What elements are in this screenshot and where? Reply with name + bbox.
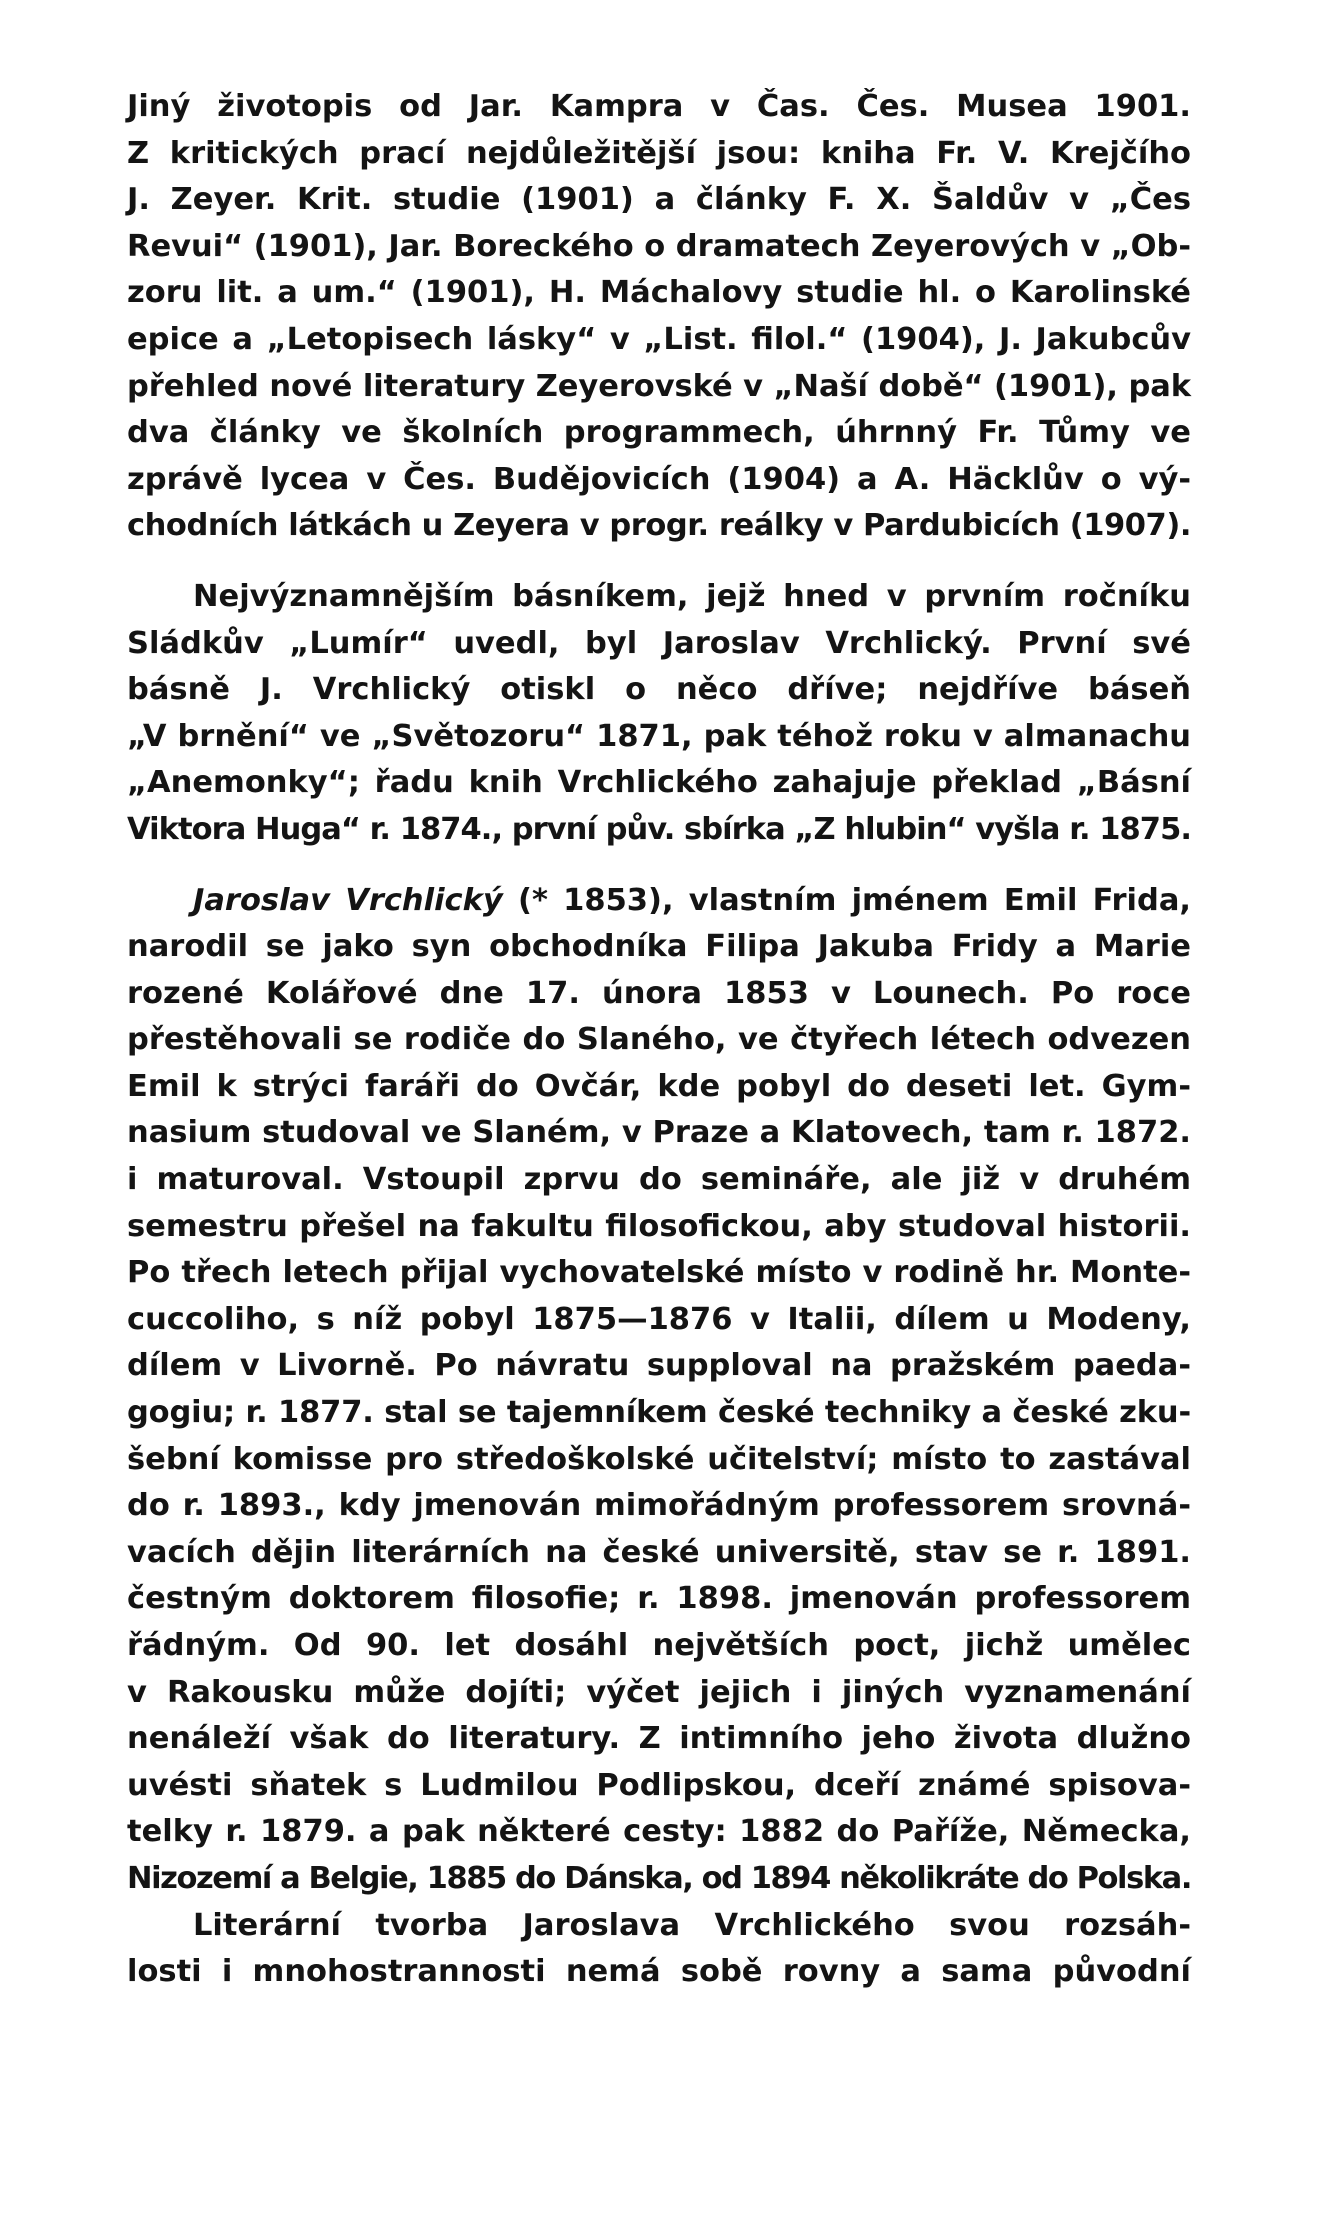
text-line: do r. 1893., kdy jmenován mimořádným professorem srovná- [127, 1488, 1191, 1524]
text-line: semestru přešel na fakultu filosofickou, aby studoval historii. [127, 1208, 1191, 1244]
paragraph-bibliography [127, 84, 1191, 550]
text-line: zprávě lycea v Čes. Budějovicích (1904) a A. Häcklův o vý- [127, 461, 1191, 497]
text-line: Viktora Huga“ r. 1874., první pův. sbírka „Z hlubin“ vyšla r. 1875. [127, 811, 1191, 847]
paragraph-gap [127, 854, 1191, 878]
text-line: epice a „Letopisech lásky“ v „List. filol.“ (1904), J. Jakubcův [127, 321, 1191, 357]
text-line: Literární tvorba Jaroslava Vrchlického svou rozsáh- [193, 1907, 1191, 1943]
paragraph-vrchlicky-biography [127, 878, 1191, 1903]
text-line: gogiu; r. 1877. stal se tajemníkem české techniky a české zku- [127, 1395, 1191, 1431]
text-line: chodních látkách u Zeyera v progr. reálky v Pardubicích (1907). [127, 508, 1191, 544]
text-line: řádným. Od 90. let dosáhl největších poct, jichž umělec [127, 1628, 1191, 1663]
author-name: Jaroslav Vrchlický [193, 882, 503, 918]
text-line: telky r. 1879. a pak některé cesty: 1882 do Paříže, Německa, [127, 1814, 1191, 1850]
text-line: Z kritických prací nejdůležitější jsou: kniha Fr. V. Krejčího [127, 135, 1191, 171]
text-line: J. Zeyer. Krit. studie (1901) a články F. X. Šaldův v „Čes [127, 182, 1191, 218]
text-line: přehled nové literatury Zeyerovské v „Naší době“ (1901), pak [127, 368, 1191, 404]
text-line: přestěhovali se rodiče do Slaného, ve čtyřech létech odvezen [127, 1022, 1191, 1058]
text-line: Nizozemí a Belgie, 1885 do Dánska, od 1894 několikráte do Polska. [127, 1860, 1191, 1896]
text-line: Jiný životopis od Jar. Kampra v Čas. Čes. Musea 1901. [127, 89, 1191, 124]
text-line: Nejvýznamnějším básníkem, jejž hned v prvním ročníku [193, 578, 1191, 614]
text-line: i maturoval. Vstoupil zprvu do semináře, ale již v druhém [127, 1162, 1191, 1198]
text-line: nasium studoval ve Slaném, v Praze a Klatovech, tam r. 1872. [127, 1115, 1191, 1151]
text-line: losti i mnohostrannosti nemá sobě rovny a sama původní [127, 1954, 1191, 1990]
text-line: šební komisse pro středoškolské učitelství; místo to zastával [127, 1441, 1191, 1477]
text-line [127, 878, 1191, 925]
text-line: dva články ve školních programmech, úhrnný Fr. Tůmy ve [127, 415, 1191, 451]
text-line: čestným doktorem filosofie; r. 1898. jmenován professorem [127, 1581, 1191, 1617]
text-line: básně J. Vrchlický otiskl o něco dříve; nejdříve báseň [127, 672, 1191, 708]
paragraph-vrchlicky-intro [127, 574, 1191, 854]
text-line: uvésti sňatek s Ludmilou Podlipskou, dceří známé spisova- [127, 1767, 1191, 1803]
text-line: v Rakousku může dojíti; výčet jejich i jiných vyznamenání [127, 1674, 1191, 1710]
text-line: Sládkův „Lumír“ uvedl, byl Jaroslav Vrchlický. První své [127, 625, 1191, 661]
text-line: vacích dějin literárních na české universitě, stav se r. 1891. [127, 1534, 1191, 1570]
body-text [127, 84, 1191, 1996]
text-line: Emil k strýci faráři do Ovčár, kde pobyl do deseti let. Gym- [127, 1068, 1191, 1104]
text-line: narodil se jako syn obchodníka Filipa Jakuba Fridy a Marie [127, 929, 1191, 965]
text-line: Revui“ (1901), Jar. Boreckého o dramatech Zeyerových v „Ob- [127, 228, 1191, 264]
text-line: „V brnění“ ve „Světozoru“ 1871, pak téhož roku v almanachu [127, 718, 1191, 754]
text-line: „Anemonky“; řadu knih Vrchlického zahajuje překlad „Básní [127, 765, 1191, 801]
text-run: (* 1853), vlastním jménem Emil Frida, [502, 882, 1191, 918]
text-line: Po třech letech přijal vychovatelské místo v rodině hr. Monte- [127, 1255, 1191, 1291]
text-line: nenáleží však do literatury. Z intimního jeho života dlužno [127, 1721, 1191, 1757]
paragraph-gap [127, 550, 1191, 574]
text-line: zoru lit. a um.“ (1901), H. Máchalovy studie hl. o Karolinské [127, 275, 1191, 311]
text-line: dílem v Livorně. Po návratu supploval na pražském paeda- [127, 1348, 1191, 1384]
text-line: rozené Kolářové dne 17. února 1853 v Lounech. Po roce [127, 975, 1191, 1011]
paragraph-literary-work [127, 1903, 1191, 1996]
text-line: cuccoliho, s níž pobyl 1875—1876 v Italii, dílem u Modeny, [127, 1301, 1191, 1337]
